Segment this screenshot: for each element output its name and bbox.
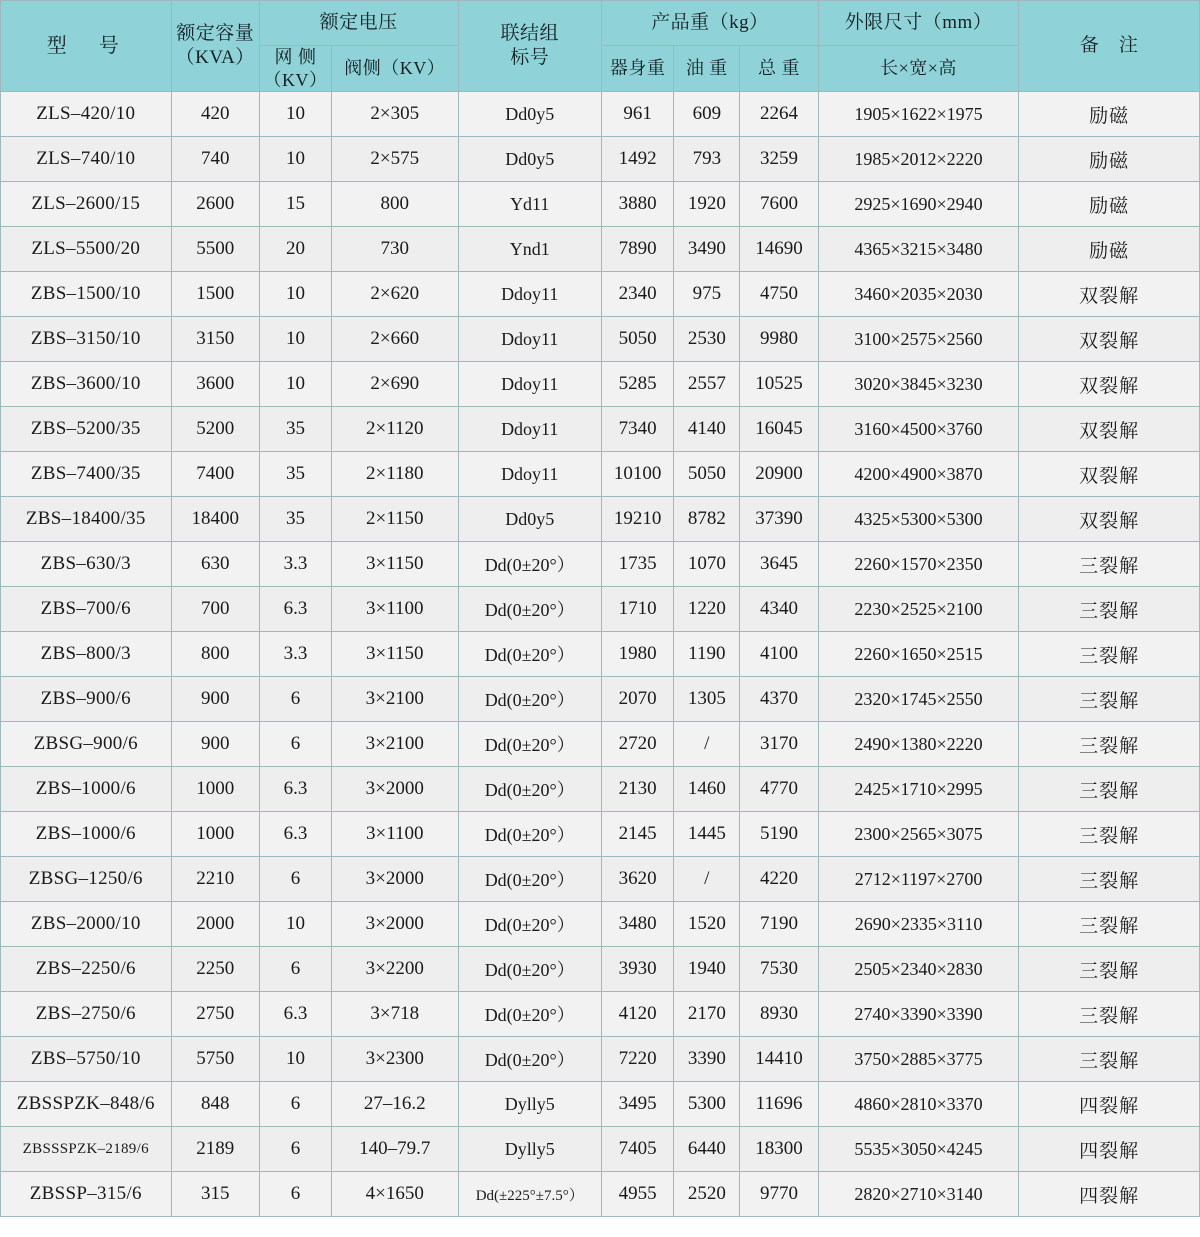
cell-net-side: 6 <box>259 1082 331 1127</box>
cell-body-weight: 3480 <box>601 902 673 947</box>
cell-net-side: 10 <box>259 317 331 362</box>
cell-valve-side: 3×1150 <box>332 632 458 677</box>
table-row <box>1 272 1200 317</box>
cell-body-weight: 7405 <box>601 1127 673 1172</box>
table-row <box>1 497 1200 542</box>
cell-connection-group: Ynd1 <box>458 227 601 272</box>
cell-note: 励磁 <box>1019 137 1200 182</box>
cell-model: ZLS–5500/20 <box>1 227 172 272</box>
cell-note: 三裂解 <box>1019 902 1200 947</box>
cell-model: ZBS–5200/35 <box>1 407 172 452</box>
cell-outer-dimension: 3100×2575×2560 <box>818 317 1019 362</box>
cell-outer-dimension: 1905×1622×1975 <box>818 92 1019 137</box>
cell-model: ZBSG–1250/6 <box>1 857 172 902</box>
cell-rated-capacity: 800 <box>171 632 259 677</box>
table-row <box>1 722 1200 767</box>
cell-rated-capacity: 2189 <box>171 1127 259 1172</box>
cell-net-side: 6 <box>259 722 331 767</box>
cell-connection-group: Dd(0±20°） <box>458 587 601 632</box>
cell-rated-capacity: 900 <box>171 677 259 722</box>
cell-net-side: 35 <box>259 497 331 542</box>
cell-model: ZBS–2750/6 <box>1 992 172 1037</box>
cell-note: 四裂解 <box>1019 1172 1200 1217</box>
cell-net-side: 35 <box>259 407 331 452</box>
table-row <box>1 407 1200 452</box>
cell-rated-capacity: 1000 <box>171 767 259 812</box>
table-row <box>1 137 1200 182</box>
cell-outer-dimension: 2740×3390×3390 <box>818 992 1019 1037</box>
cell-net-side: 10 <box>259 1037 331 1082</box>
cell-total-weight: 8930 <box>740 992 818 1037</box>
cell-oil-weight: 2557 <box>674 362 740 407</box>
cell-model: ZBS–2000/10 <box>1 902 172 947</box>
cell-body-weight: 7340 <box>601 407 673 452</box>
header-net-side <box>259 46 331 92</box>
cell-note: 三裂解 <box>1019 992 1200 1037</box>
cell-model: ZLS–420/10 <box>1 92 172 137</box>
cell-oil-weight: 1520 <box>674 902 740 947</box>
cell-valve-side: 2×1180 <box>332 452 458 497</box>
cell-body-weight: 7890 <box>601 227 673 272</box>
cell-note: 双裂解 <box>1019 317 1200 362</box>
cell-oil-weight: 5300 <box>674 1082 740 1127</box>
cell-body-weight: 3620 <box>601 857 673 902</box>
cell-rated-capacity: 5750 <box>171 1037 259 1082</box>
cell-connection-group: Dd(±225°±7.5°） <box>458 1172 601 1217</box>
cell-valve-side: 3×2100 <box>332 722 458 767</box>
cell-total-weight: 3170 <box>740 722 818 767</box>
cell-rated-capacity: 630 <box>171 542 259 587</box>
cell-total-weight: 37390 <box>740 497 818 542</box>
cell-oil-weight: 1070 <box>674 542 740 587</box>
cell-note: 双裂解 <box>1019 272 1200 317</box>
cell-valve-side: 2×1120 <box>332 407 458 452</box>
cell-valve-side: 27–16.2 <box>332 1082 458 1127</box>
cell-valve-side: 140–79.7 <box>332 1127 458 1172</box>
cell-outer-dimension: 5535×3050×4245 <box>818 1127 1019 1172</box>
cell-rated-capacity: 848 <box>171 1082 259 1127</box>
cell-note: 三裂解 <box>1019 722 1200 767</box>
header-rated-capacity-unit: （KVA） <box>175 47 255 68</box>
header-rated-voltage: 额定电压 <box>259 1 458 46</box>
cell-oil-weight: / <box>674 722 740 767</box>
table-row <box>1 632 1200 677</box>
cell-outer-dimension: 2712×1197×2700 <box>818 857 1019 902</box>
cell-rated-capacity: 740 <box>171 137 259 182</box>
cell-total-weight: 14690 <box>740 227 818 272</box>
cell-model: ZBS–1000/6 <box>1 767 172 812</box>
cell-note: 四裂解 <box>1019 1127 1200 1172</box>
cell-model: ZBS–1000/6 <box>1 812 172 857</box>
cell-body-weight: 7220 <box>601 1037 673 1082</box>
header-oil-weight: 油 重 <box>674 46 740 92</box>
cell-outer-dimension: 3750×2885×3775 <box>818 1037 1019 1082</box>
cell-oil-weight: / <box>674 857 740 902</box>
cell-valve-side: 3×2300 <box>332 1037 458 1082</box>
cell-body-weight: 1710 <box>601 587 673 632</box>
cell-total-weight: 3259 <box>740 137 818 182</box>
cell-body-weight: 2070 <box>601 677 673 722</box>
cell-oil-weight: 3490 <box>674 227 740 272</box>
cell-net-side: 6 <box>259 1172 331 1217</box>
cell-rated-capacity: 900 <box>171 722 259 767</box>
cell-rated-capacity: 2000 <box>171 902 259 947</box>
table-row <box>1 812 1200 857</box>
cell-body-weight: 2130 <box>601 767 673 812</box>
cell-outer-dimension: 2820×2710×3140 <box>818 1172 1019 1217</box>
cell-oil-weight: 2170 <box>674 992 740 1037</box>
cell-total-weight: 20900 <box>740 452 818 497</box>
cell-model: ZBS–900/6 <box>1 677 172 722</box>
cell-model: ZBS–5750/10 <box>1 1037 172 1082</box>
cell-oil-weight: 4140 <box>674 407 740 452</box>
cell-connection-group: Ddoy11 <box>458 407 601 452</box>
cell-connection-group: Dd(0±20°） <box>458 857 601 902</box>
cell-connection-group: Dd0y5 <box>458 137 601 182</box>
cell-outer-dimension: 2260×1650×2515 <box>818 632 1019 677</box>
cell-body-weight: 3880 <box>601 182 673 227</box>
header-dimension-formula: 长×宽×高 <box>818 46 1019 92</box>
cell-valve-side: 3×1150 <box>332 542 458 587</box>
table-row <box>1 317 1200 362</box>
cell-note: 三裂解 <box>1019 767 1200 812</box>
header-body-weight: 器身重 <box>601 46 673 92</box>
cell-outer-dimension: 4325×5300×5300 <box>818 497 1019 542</box>
cell-rated-capacity: 3600 <box>171 362 259 407</box>
cell-total-weight: 4750 <box>740 272 818 317</box>
cell-note: 三裂解 <box>1019 587 1200 632</box>
cell-body-weight: 5285 <box>601 362 673 407</box>
cell-note: 三裂解 <box>1019 542 1200 587</box>
cell-outer-dimension: 2505×2340×2830 <box>818 947 1019 992</box>
cell-connection-group: Ddoy11 <box>458 362 601 407</box>
cell-total-weight: 4770 <box>740 767 818 812</box>
cell-note: 三裂解 <box>1019 632 1200 677</box>
cell-connection-group: Dd(0±20°） <box>458 542 601 587</box>
cell-oil-weight: 793 <box>674 137 740 182</box>
cell-connection-group: Ddoy11 <box>458 317 601 362</box>
cell-valve-side: 2×620 <box>332 272 458 317</box>
cell-rated-capacity: 5200 <box>171 407 259 452</box>
cell-body-weight: 19210 <box>601 497 673 542</box>
cell-note: 三裂解 <box>1019 1037 1200 1082</box>
cell-oil-weight: 609 <box>674 92 740 137</box>
cell-oil-weight: 3390 <box>674 1037 740 1082</box>
cell-net-side: 6 <box>259 677 331 722</box>
cell-total-weight: 2264 <box>740 92 818 137</box>
cell-outer-dimension: 3460×2035×2030 <box>818 272 1019 317</box>
table-row <box>1 1037 1200 1082</box>
cell-total-weight: 4100 <box>740 632 818 677</box>
cell-body-weight: 2720 <box>601 722 673 767</box>
cell-rated-capacity: 2750 <box>171 992 259 1037</box>
cell-model: ZLS–740/10 <box>1 137 172 182</box>
cell-note: 双裂解 <box>1019 407 1200 452</box>
cell-rated-capacity: 5500 <box>171 227 259 272</box>
cell-outer-dimension: 2260×1570×2350 <box>818 542 1019 587</box>
cell-oil-weight: 1190 <box>674 632 740 677</box>
cell-rated-capacity: 2250 <box>171 947 259 992</box>
cell-oil-weight: 1920 <box>674 182 740 227</box>
cell-outer-dimension: 2230×2525×2100 <box>818 587 1019 632</box>
cell-valve-side: 2×660 <box>332 317 458 362</box>
cell-connection-group: Dd0y5 <box>458 92 601 137</box>
cell-valve-side: 2×1150 <box>332 497 458 542</box>
cell-model: ZBS–7400/35 <box>1 452 172 497</box>
cell-rated-capacity: 3150 <box>171 317 259 362</box>
cell-net-side: 3.3 <box>259 632 331 677</box>
table-row <box>1 947 1200 992</box>
cell-connection-group: Dd(0±20°） <box>458 677 601 722</box>
cell-connection-group: Dd(0±20°） <box>458 1037 601 1082</box>
cell-valve-side: 2×690 <box>332 362 458 407</box>
cell-rated-capacity: 2210 <box>171 857 259 902</box>
cell-body-weight: 10100 <box>601 452 673 497</box>
cell-valve-side: 3×1100 <box>332 812 458 857</box>
header-product-weight: 产品重（kg） <box>601 1 818 46</box>
cell-note: 励磁 <box>1019 92 1200 137</box>
cell-total-weight: 10525 <box>740 362 818 407</box>
cell-rated-capacity: 315 <box>171 1172 259 1217</box>
cell-valve-side: 2×575 <box>332 137 458 182</box>
cell-net-side: 6.3 <box>259 587 331 632</box>
header-connection-group-mark: 标号 <box>510 47 550 68</box>
cell-model: ZBS–630/3 <box>1 542 172 587</box>
table-header <box>1 1 1200 92</box>
cell-valve-side: 4×1650 <box>332 1172 458 1217</box>
cell-body-weight: 2340 <box>601 272 673 317</box>
cell-connection-group: Dd(0±20°） <box>458 812 601 857</box>
cell-total-weight: 7530 <box>740 947 818 992</box>
cell-net-side: 10 <box>259 272 331 317</box>
table-row <box>1 1082 1200 1127</box>
cell-net-side: 6 <box>259 857 331 902</box>
cell-total-weight: 4220 <box>740 857 818 902</box>
cell-valve-side: 3×1100 <box>332 587 458 632</box>
cell-note: 双裂解 <box>1019 452 1200 497</box>
cell-outer-dimension: 2690×2335×3110 <box>818 902 1019 947</box>
cell-connection-group: Dd(0±20°） <box>458 947 601 992</box>
cell-model: ZBS–800/3 <box>1 632 172 677</box>
cell-valve-side: 3×2000 <box>332 857 458 902</box>
table-row <box>1 857 1200 902</box>
table-row <box>1 677 1200 722</box>
cell-valve-side: 3×2200 <box>332 947 458 992</box>
cell-rated-capacity: 420 <box>171 92 259 137</box>
cell-valve-side: 3×2000 <box>332 767 458 812</box>
cell-body-weight: 961 <box>601 92 673 137</box>
cell-net-side: 15 <box>259 182 331 227</box>
cell-model: ZBSSPZK–848/6 <box>1 1082 172 1127</box>
cell-note: 双裂解 <box>1019 362 1200 407</box>
cell-model: ZBS–2250/6 <box>1 947 172 992</box>
cell-connection-group: Dd(0±20°） <box>458 722 601 767</box>
cell-valve-side: 3×2100 <box>332 677 458 722</box>
cell-rated-capacity: 1000 <box>171 812 259 857</box>
cell-connection-group: Dd(0±20°） <box>458 902 601 947</box>
header-rated-capacity <box>171 1 259 92</box>
table-row <box>1 92 1200 137</box>
cell-oil-weight: 1305 <box>674 677 740 722</box>
cell-oil-weight: 8782 <box>674 497 740 542</box>
cell-oil-weight: 975 <box>674 272 740 317</box>
cell-model: ZBS–18400/35 <box>1 497 172 542</box>
cell-net-side: 3.3 <box>259 542 331 587</box>
cell-outer-dimension: 4200×4900×3870 <box>818 452 1019 497</box>
cell-oil-weight: 2530 <box>674 317 740 362</box>
cell-model: ZBSSP–315/6 <box>1 1172 172 1217</box>
cell-outer-dimension: 2425×1710×2995 <box>818 767 1019 812</box>
cell-net-side: 10 <box>259 92 331 137</box>
cell-model: ZBSG–900/6 <box>1 722 172 767</box>
cell-total-weight: 4340 <box>740 587 818 632</box>
cell-rated-capacity: 7400 <box>171 452 259 497</box>
cell-outer-dimension: 2925×1690×2940 <box>818 182 1019 227</box>
cell-connection-group: Dylly5 <box>458 1082 601 1127</box>
cell-model: ZBSSSPZK–2189/6 <box>1 1127 172 1172</box>
cell-rated-capacity: 1500 <box>171 272 259 317</box>
cell-connection-group: Yd11 <box>458 182 601 227</box>
cell-net-side: 6 <box>259 1127 331 1172</box>
table-row <box>1 992 1200 1037</box>
cell-connection-group: Dd(0±20°） <box>458 632 601 677</box>
table-row <box>1 767 1200 812</box>
header-connection-group-label: 联结组 <box>500 23 559 45</box>
cell-model: ZBS–3150/10 <box>1 317 172 362</box>
cell-oil-weight: 1220 <box>674 587 740 632</box>
table-row <box>1 452 1200 497</box>
header-valve-side: 阀侧（KV） <box>332 46 458 92</box>
table-row <box>1 902 1200 947</box>
cell-body-weight: 5050 <box>601 317 673 362</box>
cell-oil-weight: 1460 <box>674 767 740 812</box>
cell-note: 三裂解 <box>1019 947 1200 992</box>
cell-net-side: 6.3 <box>259 992 331 1037</box>
cell-connection-group: Dd(0±20°） <box>458 767 601 812</box>
cell-valve-side: 3×718 <box>332 992 458 1037</box>
cell-body-weight: 3930 <box>601 947 673 992</box>
cell-body-weight: 1492 <box>601 137 673 182</box>
header-connection-group <box>458 1 601 92</box>
cell-connection-group: Ddoy11 <box>458 272 601 317</box>
cell-note: 三裂解 <box>1019 677 1200 722</box>
cell-total-weight: 4370 <box>740 677 818 722</box>
cell-valve-side: 2×305 <box>332 92 458 137</box>
header-note: 备 注 <box>1019 1 1200 92</box>
cell-total-weight: 9980 <box>740 317 818 362</box>
table-row <box>1 1127 1200 1172</box>
cell-connection-group: Dd(0±20°） <box>458 992 601 1037</box>
cell-oil-weight: 6440 <box>674 1127 740 1172</box>
table-row <box>1 587 1200 632</box>
cell-total-weight: 18300 <box>740 1127 818 1172</box>
cell-total-weight: 7190 <box>740 902 818 947</box>
table-row <box>1 362 1200 407</box>
cell-net-side: 10 <box>259 902 331 947</box>
header-outer-dimension: 外限尺寸（mm） <box>818 1 1019 46</box>
cell-model: ZBS–1500/10 <box>1 272 172 317</box>
cell-total-weight: 7600 <box>740 182 818 227</box>
cell-outer-dimension: 4860×2810×3370 <box>818 1082 1019 1127</box>
table-row <box>1 227 1200 272</box>
cell-rated-capacity: 18400 <box>171 497 259 542</box>
cell-oil-weight: 5050 <box>674 452 740 497</box>
cell-total-weight: 9770 <box>740 1172 818 1217</box>
table-row <box>1 182 1200 227</box>
cell-note: 三裂解 <box>1019 857 1200 902</box>
cell-outer-dimension: 2490×1380×2220 <box>818 722 1019 767</box>
cell-net-side: 20 <box>259 227 331 272</box>
cell-connection-group: Dylly5 <box>458 1127 601 1172</box>
cell-note: 双裂解 <box>1019 497 1200 542</box>
cell-oil-weight: 1445 <box>674 812 740 857</box>
cell-net-side: 35 <box>259 452 331 497</box>
cell-rated-capacity: 2600 <box>171 182 259 227</box>
table-row <box>1 542 1200 587</box>
cell-note: 励磁 <box>1019 182 1200 227</box>
header-net-side-label: 网 侧 <box>274 47 317 67</box>
cell-oil-weight: 1940 <box>674 947 740 992</box>
header-net-side-unit: （KV） <box>263 69 328 90</box>
cell-model: ZLS–2600/15 <box>1 182 172 227</box>
cell-outer-dimension: 1985×2012×2220 <box>818 137 1019 182</box>
cell-model: ZBS–3600/10 <box>1 362 172 407</box>
cell-rated-capacity: 700 <box>171 587 259 632</box>
cell-outer-dimension: 2320×1745×2550 <box>818 677 1019 722</box>
cell-body-weight: 1735 <box>601 542 673 587</box>
cell-body-weight: 3495 <box>601 1082 673 1127</box>
cell-valve-side: 730 <box>332 227 458 272</box>
cell-valve-side: 3×2000 <box>332 902 458 947</box>
cell-outer-dimension: 3160×4500×3760 <box>818 407 1019 452</box>
cell-body-weight: 1980 <box>601 632 673 677</box>
cell-valve-side: 800 <box>332 182 458 227</box>
cell-total-weight: 3645 <box>740 542 818 587</box>
cell-note: 四裂解 <box>1019 1082 1200 1127</box>
cell-net-side: 10 <box>259 362 331 407</box>
cell-outer-dimension: 2300×2565×3075 <box>818 812 1019 857</box>
cell-net-side: 6.3 <box>259 812 331 857</box>
cell-total-weight: 16045 <box>740 407 818 452</box>
cell-connection-group: Ddoy11 <box>458 452 601 497</box>
cell-model: ZBS–700/6 <box>1 587 172 632</box>
cell-body-weight: 4120 <box>601 992 673 1037</box>
header-rated-capacity-label: 额定容量 <box>176 23 255 45</box>
cell-net-side: 6 <box>259 947 331 992</box>
header-total-weight: 总 重 <box>740 46 818 92</box>
cell-note: 三裂解 <box>1019 812 1200 857</box>
cell-outer-dimension: 3020×3845×3230 <box>818 362 1019 407</box>
cell-net-side: 10 <box>259 137 331 182</box>
cell-total-weight: 14410 <box>740 1037 818 1082</box>
cell-connection-group: Dd0y5 <box>458 497 601 542</box>
cell-total-weight: 5190 <box>740 812 818 857</box>
cell-body-weight: 4955 <box>601 1172 673 1217</box>
table-body <box>1 92 1200 1217</box>
cell-total-weight: 11696 <box>740 1082 818 1127</box>
cell-note: 励磁 <box>1019 227 1200 272</box>
table-row <box>1 1172 1200 1217</box>
cell-outer-dimension: 4365×3215×3480 <box>818 227 1019 272</box>
header-model: 型 号 <box>1 1 172 92</box>
cell-net-side: 6.3 <box>259 767 331 812</box>
cell-body-weight: 2145 <box>601 812 673 857</box>
cell-oil-weight: 2520 <box>674 1172 740 1217</box>
